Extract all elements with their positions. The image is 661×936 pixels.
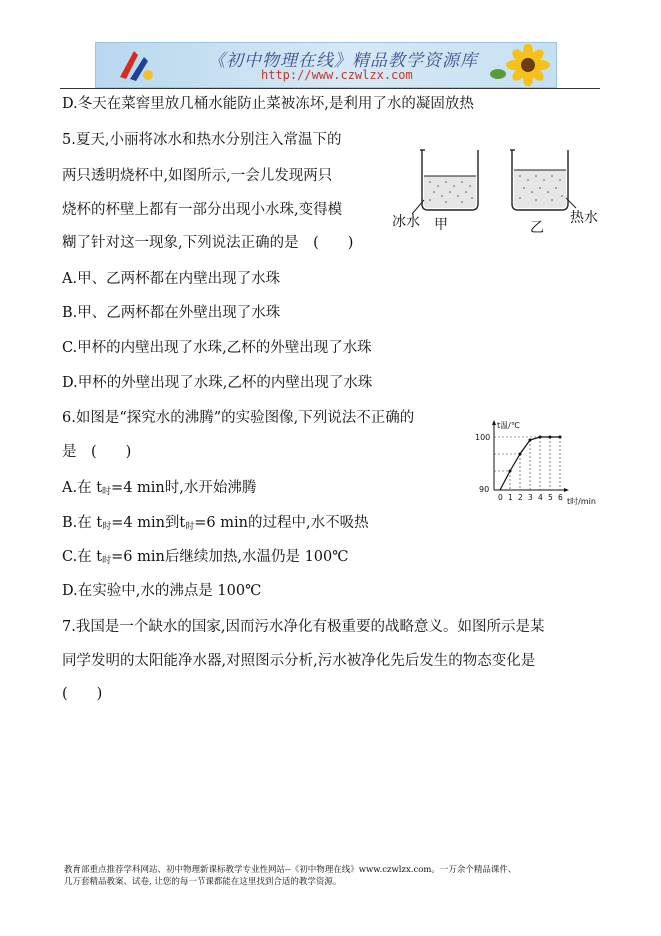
q5-stem-line4: 糊了针对这一现象,下列说法正确的是 ( ) bbox=[62, 235, 354, 251]
q6-stem-line1: 6.如图是“探究水的沸腾”的实验图像,下列说法不正确的 bbox=[62, 410, 415, 426]
banner-url[interactable]: http://www.czwlzx.com bbox=[261, 68, 413, 82]
data-point bbox=[529, 439, 532, 442]
q6-option-b: B.在 $t_时=4$ min到$t_时=6$ min的过程中,水不吸热 bbox=[62, 515, 369, 532]
q7-stem-line1: 7.我国是一个缺水的国家,因而污水净化有极重要的战略意义。如图所示是某 bbox=[62, 619, 545, 635]
header-banner bbox=[95, 42, 557, 88]
label-cup-yi: 乙 bbox=[530, 220, 544, 236]
x-axis-label: t时/min bbox=[567, 497, 596, 506]
q5-stem-line3: 烧杯的杯壁上都有一部分出现小水珠,变得模 bbox=[62, 202, 343, 218]
beaker-yi bbox=[510, 150, 576, 210]
page-footer bbox=[64, 864, 604, 888]
sunflower-icon bbox=[488, 44, 552, 86]
x-tick-3: 3 bbox=[528, 493, 533, 502]
q6-option-d: D.在实验中,水的沸点是 100℃ bbox=[62, 583, 262, 599]
data-point bbox=[539, 436, 542, 439]
data-point bbox=[519, 453, 522, 456]
y-tick-90: 90 bbox=[479, 485, 490, 494]
q5-stem-line2: 两只透明烧杯中,如图所示,一会儿发现两只 bbox=[62, 168, 333, 184]
boiling-graph bbox=[470, 418, 605, 508]
footer-line1: 教育部重点推荐学科网站、初中物理新课标教学专业性网站--《初中物理在线》www.czwlzx.com。一万余个精品课件、 bbox=[64, 865, 517, 875]
header-divider bbox=[60, 88, 600, 89]
label-ice-water: 冰水 bbox=[392, 214, 420, 230]
q6-option-c: C.在 $t_时=6$ min后继续加热,水温仍是 100℃ bbox=[62, 549, 349, 566]
q7-stem-line3: ( ) bbox=[62, 686, 103, 702]
q7-stem-line2: 同学发明的太阳能净水器,对照图示分析,污水被净化先后发生的物态变化是 bbox=[62, 653, 536, 669]
logo-icon bbox=[114, 47, 158, 83]
q5-option-b: B.甲、乙两杯都在外壁出现了水珠 bbox=[62, 305, 281, 321]
x-tick-4: 4 bbox=[538, 493, 543, 502]
x-tick-2: 2 bbox=[518, 493, 523, 502]
q6-stem-line2: 是 ( ) bbox=[62, 444, 132, 460]
beakers-figure bbox=[390, 140, 605, 240]
x-tick-5: 5 bbox=[548, 493, 553, 502]
label-hot-water: 热水 bbox=[570, 210, 598, 226]
label-cup-jia: 甲 bbox=[434, 217, 448, 233]
q5-option-d: D.甲杯的外壁出现了水珠,乙杯的内壁出现了水珠 bbox=[62, 375, 373, 391]
x-tick-0: 0 bbox=[498, 493, 503, 502]
footer-line2: 几万套精品教案、试卷, 让您的每一节课都能在这里找到合适的教学资源。 bbox=[64, 877, 342, 887]
q4-option-d: D.冬天在菜窖里放几桶水能防止菜被冻坏,是利用了水的凝固放热 bbox=[62, 96, 474, 112]
q5-option-c: C.甲杯的内壁出现了水珠,乙杯的外壁出现了水珠 bbox=[62, 340, 372, 356]
y-tick-100: 100 bbox=[475, 433, 491, 442]
q5-option-a: A.甲、乙两杯都在内壁出现了水珠 bbox=[62, 271, 281, 287]
data-point bbox=[559, 436, 562, 439]
banner-title: 《初中物理在线》精品教学资源库 bbox=[208, 51, 478, 71]
q5-stem-line1: 5.夏天,小丽将冰水和热水分别注入常温下的 bbox=[62, 132, 342, 148]
y-axis-label: t温/℃ bbox=[497, 421, 520, 430]
x-tick-1: 1 bbox=[508, 493, 513, 502]
data-point bbox=[509, 470, 512, 473]
q6-option-a: A.在 $t_时=4$ min时,水开始沸腾 bbox=[62, 480, 257, 497]
data-point bbox=[549, 436, 552, 439]
beaker-jia bbox=[412, 150, 478, 214]
x-tick-6: 6 bbox=[558, 493, 563, 502]
